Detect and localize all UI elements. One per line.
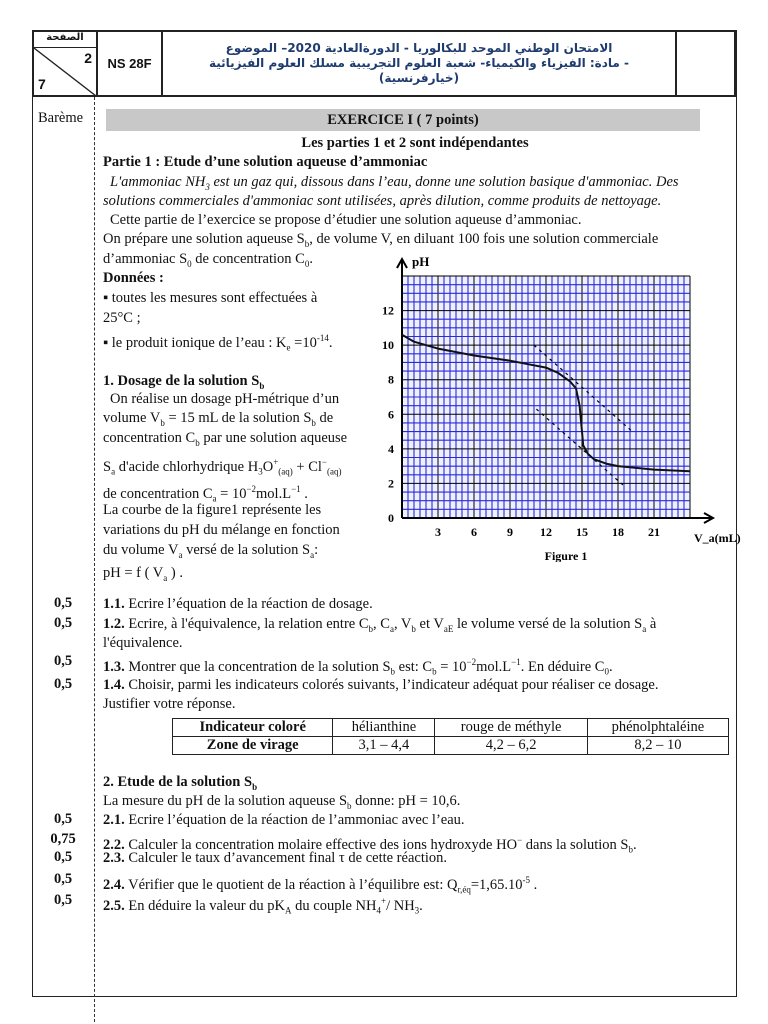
question-number: 2.5. [103,897,125,914]
text-line [103,429,347,452]
question-1-4 [103,676,658,694]
points-q24: 0,5 [53,871,73,887]
superscript: − [321,457,327,467]
points-q22: 0,75 [50,831,76,847]
x-axis-label: V_a(mL) [694,531,741,545]
table-header: Zone de virage [173,737,333,755]
points-q21: 0,5 [53,811,73,827]
x-tick-label: 15 [576,525,588,539]
text-segment: d’ammoniac S [103,251,188,267]
text-segment: . [419,897,423,914]
superscript: + [273,457,279,467]
text-segment: L'ammoniac NH [110,174,206,190]
text-segment: On prépare une solution aqueuse S [103,231,305,247]
text-segment: et V [415,616,444,632]
subscript: a [163,572,168,583]
question-number: 1.1. [103,596,125,612]
text-segment: Montrer que la concentration de la solution S [124,658,391,675]
text-segment: de concentration C [191,251,305,267]
points-q11: 0,5 [53,595,73,611]
exam-title-box [161,30,677,97]
text-segment: , V [393,616,412,632]
subscript: e [286,342,291,353]
text-segment: 1. Dosage de la solution S [103,373,260,389]
question-number: 1.3. [103,658,125,675]
text-segment: est: C [395,658,433,675]
independence-note [100,134,730,152]
question-number: 1.2. [103,616,125,632]
text-segment: . [632,836,637,853]
page-current: 2 [84,50,92,66]
table-cell: 3,1 – 4,4 [333,737,435,755]
text-segment: d'acide chlorhydrique H [115,458,259,475]
table-cell: phénolphtaléine [587,719,728,737]
y-tick-label: 8 [388,372,394,387]
superscript: −2 [246,484,257,494]
text-segment: =10 [290,334,317,351]
text-line [103,521,340,539]
text-segment: variations du pH du mélange en fonction [103,522,340,538]
question-1-2-cont [103,634,183,652]
subscript: 0 [187,258,192,269]
text-segment: : [314,542,319,558]
subscript: b [160,417,165,428]
subscript: b [368,623,374,634]
subscript: 0 [604,666,609,677]
superscript: −1 [511,657,521,667]
y-tick-label: 2 [388,476,394,491]
text-segment: ) . [167,565,183,581]
table-header: Indicateur coloré [173,719,333,737]
text-segment: Justifier votre réponse. [103,696,236,712]
x-tick-label: 3 [435,525,441,539]
subscript: b [390,666,396,677]
margin-divider [94,97,95,1022]
points-q25: 0,5 [53,892,73,908]
indicator-table [172,718,729,755]
subscript: b [411,623,416,634]
text-segment: du couple NH [291,897,377,914]
table-cell: hélianthine [333,719,435,737]
text-segment: = 10 [436,658,467,675]
text-segment: par une solution aqueuse [199,430,348,446]
text-segment: 25°C ; [103,310,141,326]
points-q12: 0,5 [53,615,73,631]
superscript: + [380,896,387,906]
text-segment: Calculer le taux d’avancement final τ de cette réaction. [124,850,447,866]
text-segment: S [103,458,112,475]
x-tick-label: 6 [471,525,477,539]
text-segment: O [262,458,274,475]
subscript: a [111,466,116,477]
text-segment: le volume versé de la solution S [453,616,643,632]
text-segment: solutions commerciales d'ammoniac sont utilisées, après dilution, comme produits de nettoyage. [103,193,662,209]
text-segment: concentration C [103,430,196,446]
text-segment: La courbe de la figure1 représente les [103,502,322,518]
text-segment: . [309,251,313,267]
part1-title [103,153,427,171]
subscript: b [628,844,633,855]
subscript: r,éq [457,884,471,895]
question-number: 1.4. [103,677,125,693]
subscript: A [285,905,292,916]
text-segment: 2. Etude de la solution S [103,774,253,790]
text-segment: . En déduire C [520,658,605,675]
text-segment: Données : [103,270,164,286]
text-segment: . [328,334,333,351]
text-segment: est un gaz qui, dissous dans l’eau, donne une solution basique d'ammoniac. Des [209,174,679,190]
subscript: 4 [376,905,381,916]
x-tick-label: 12 [540,525,552,539]
table-cell: rouge de méthyle [435,719,587,737]
text-line [103,541,318,564]
y-tick-label: 4 [388,441,394,456]
question-1-2 [103,615,656,638]
text-segment: = 15 mL de la solution S [164,410,312,426]
text-segment: Ecrire l’équation de la réaction de dosage. [124,596,373,612]
question-number: 2.1. [103,812,125,828]
points-q23: 0,5 [53,849,73,865]
data-item [103,289,317,307]
x-tick-label: 18 [612,525,624,539]
page-label: الصفحة [34,32,96,48]
text-segment: , de volume V, en diluant 100 fois une solution commerciale [309,231,659,247]
text-segment: La mesure du pH de la solution aqueuse S [103,793,348,809]
exercise-title: EXERCICE I ( 7 points) [106,109,700,131]
bareme-label: Barème [38,110,84,126]
text-line [110,390,339,408]
question-number: 2.4. [103,876,125,893]
subscript: b [432,666,437,677]
text-segment: de [315,410,334,426]
text-segment: + Cl [292,458,322,475]
text-segment: mol.L [476,658,512,675]
subscript: b [252,781,258,792]
x-tick-label: 21 [648,525,660,539]
y-axis-label: pH [412,254,430,269]
subscript: a [310,549,315,560]
subscript: (aq) [278,466,293,477]
text-segment: En déduire la valeur du pK [124,897,286,914]
subscript: 3 [205,181,210,192]
text-segment: pH = f ( V [103,565,164,581]
subscript: a [212,493,217,504]
text-segment: à [646,616,657,632]
text-segment: Calculer la concentration molaire effective des ions hydroxyde HO [124,836,518,853]
subscript: (aq) [327,466,342,477]
question-1-4-cont [103,695,235,713]
exam-code: NS 28F [96,30,163,97]
exam-title-line1: الامتحان الوطني الموحد للبكالوريا - الدورةالعادية 2020– الموضوع [225,41,613,55]
subscript: b [347,800,352,811]
text-segment: dans la solution S [522,836,629,853]
superscript: -14 [316,333,329,343]
superscript: -5 [522,875,531,885]
table-cell: 8,2 – 10 [587,737,728,755]
text-segment: mol.L [256,485,292,502]
y-tick-label: 0 [388,511,394,525]
points-q13: 0,5 [53,653,73,669]
text-segment: / NH [386,897,415,914]
question-number: 2.2. [103,836,125,853]
subscript: a [389,623,394,634]
question-1-1 [103,595,373,613]
text-line [103,501,321,519]
question-2-5 [103,892,423,920]
subscript: 3 [414,905,420,916]
text-segment: Vérifier que le quotient de la réaction à l’équilibre est: Q [124,876,458,893]
exam-title-line2: - مادة: الفيزياء والكيمياء- شعبة العلوم التجريبية مسلك العلوم الفيزيائية (خيارفرنسية) [208,56,630,85]
superscript: − [517,835,523,845]
header-empty-box [675,30,736,97]
y-tick-label: 10 [382,338,394,353]
question-2-1 [103,811,465,829]
figure-caption: Figure 1 [544,549,588,562]
page-total: 7 [38,76,46,92]
data-item [103,309,141,327]
x-tick-label: 9 [507,525,513,539]
question-2-3 [103,849,447,867]
data-heading [103,269,164,287]
text-segment: = 10 [216,485,247,502]
text-segment: Partie 1 : Etude d’une solution aqueuse d’ammoniac [103,154,428,170]
text-segment: . [300,485,308,502]
text-segment: ▪ toutes les mesures sont effectuées à [103,290,318,306]
text-segment: Les parties 1 et 2 sont indépendantes [301,135,529,151]
text-segment: Choisir, parmi les indicateurs colorés suivants, l’indicateur adéquat pour réaliser ce dosage. [124,677,659,693]
text-segment: Cette partie de l’exercice se propose d’étudier une solution aqueuse d’ammoniac. [110,212,582,228]
text-segment: versé de la solution S [182,542,311,558]
subscript: 0 [304,258,310,269]
subscript: b [311,417,316,428]
data-item [103,329,332,357]
text-segment: . [530,876,538,893]
page-number-box [32,30,98,97]
text-segment: , C [373,616,390,632]
table-row [173,737,729,755]
text-segment: de concentration C [103,485,213,502]
subscript: b [195,437,200,448]
question-number: 2.3. [103,850,125,866]
points-q14: 0,5 [53,676,73,692]
table-cell: 4,2 – 6,2 [435,737,587,755]
text-line [103,564,183,587]
intro-line [103,192,661,210]
text-segment: Ecrire, à l'équivalence, la relation entre C [124,616,369,632]
subscript: a [642,623,647,634]
text-segment: On réalise un dosage pH-métrique d’un [110,391,340,407]
text-segment: . [608,658,613,675]
text-segment: du volume V [103,542,179,558]
superscript: −2 [466,657,477,667]
subscript: a [178,549,183,560]
subscript: b [259,380,265,391]
table-row [173,719,729,737]
intro-line [110,211,581,229]
text-segment: l'équivalence. [103,635,183,651]
y-tick-label: 12 [382,303,394,318]
text-segment: =1,65.10 [470,876,523,893]
text-segment: volume V [103,410,161,426]
subscript: 3 [258,466,263,477]
superscript: −1 [291,484,301,494]
subscript: aE [443,623,454,634]
subscript: b [304,238,310,249]
text-line [103,453,342,481]
y-tick-label: 6 [388,407,394,422]
text-segment: Ecrire l’équation de la réaction de l’ammoniac avec l’eau. [124,812,465,828]
titration-chart [380,252,762,562]
text-segment: ▪ le produit ionique de l’eau : K [103,334,287,351]
text-segment: donne: pH = 10,6. [351,793,461,809]
